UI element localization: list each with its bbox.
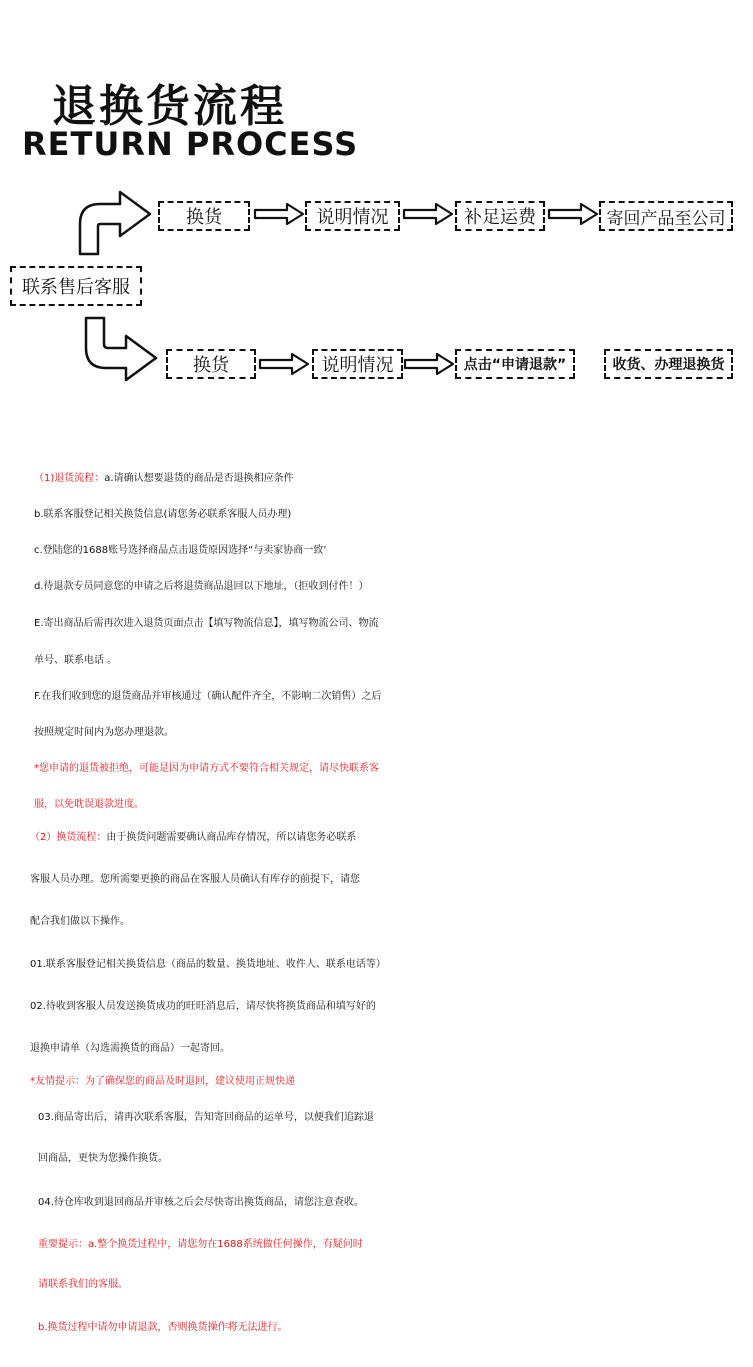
bent-arrow-up-right (80, 192, 150, 254)
exchange-step-04: 04.待仓库收到退回商品并审核之后会尽快寄出换货商品，请您注意查收。 (38, 1197, 364, 1208)
flow-top-step-2: 说明情况 (305, 201, 400, 231)
friendly-tip: *友情提示：为了确保您的商品及时退回，建议使用正规快递 (30, 1076, 295, 1087)
flow-bottom-step-3: 点击“申请退款” (455, 349, 575, 379)
exchange-step-02-line2: 退换申请单（勾选需换货的商品）一起寄回。 (30, 1043, 230, 1054)
flow-top-step-1: 换货 (158, 201, 250, 231)
return-step-a: a.请确认想要退货的商品是否退换相应条件 (104, 473, 294, 484)
exchange-intro-line2: 客服人员办理。您所需要更换的商品在客服人员确认有库存的前提下，请您 (30, 874, 360, 885)
exchange-intro-line1: 由于换货问题需要确认商品库存情况，所以请您务必联系 (106, 832, 357, 843)
return-step-b: b.联系客服登记相关换货信息(请您务必联系客服人员办理) (34, 509, 292, 520)
flow-arrow (404, 204, 452, 224)
return-section-label: （1)退货流程： (34, 473, 105, 484)
return-step-e-line2: 单号、联系电话 。 (34, 655, 118, 666)
page-title-cn: 退换货流程 (52, 81, 287, 132)
exchange-intro-line3: 配合我们做以下操作。 (30, 916, 130, 927)
exchange-section-heading (30, 826, 753, 850)
return-step-d: d.待退款专员同意您的申请之后将退货商品退回以下地址，（拒收到付件！） (34, 581, 369, 592)
exchange-section-label: （2）换货流程： (30, 832, 107, 843)
return-step-c: c.登陆您的1688账号选择商品点击退货原因选择“与卖家协商一致’ (34, 545, 327, 556)
flow-arrow (549, 204, 597, 224)
flow-arrow (255, 204, 303, 224)
return-warning-line2: 服，以免耽误退款进度。 (34, 799, 144, 810)
return-step-f-line1: F.在我们收到您的退货商品并审核通过（确认配件齐全，不影响二次销售）之后 (34, 691, 382, 702)
important-tip-line2: 请联系我们的客服。 (38, 1279, 128, 1290)
page-title-en: RETURN PROCESS (22, 125, 359, 163)
return-step-e-line1: E.寄出商品后需再次进入退货页面点击【填写物流信息】，填写物流公司、物流 (34, 618, 379, 629)
return-step-f-line2: 按照规定时间内为您办理退款。 (34, 727, 174, 738)
flow-start-box: 联系售后客服 (10, 266, 142, 306)
flow-arrow (405, 354, 453, 374)
bent-arrow-down-right (86, 318, 156, 380)
exchange-step-03-line2: 回商品，更快为您操作换货。 (38, 1153, 168, 1164)
flow-top-step-4: 寄回产品至公司 (599, 201, 733, 231)
exchange-step-01: 01.联系客服登记相关换货信息（商品的数量、换货地址、收件人、联系电话等） (30, 959, 386, 970)
important-tip-line3: b.换货过程中请勿申请退款，否则换货操作将无法进行。 (38, 1322, 288, 1333)
flow-bottom-step-4: 收货、办理退换货 (604, 349, 733, 379)
flow-arrow (260, 354, 308, 374)
important-tip-line1: 重要提示：a.整个换货过程中，请您勿在1688系统做任何操作，有疑问时 (38, 1239, 363, 1250)
exchange-step-02-line1: 02.待收到客服人员发送换货成功的旺旺消息后，请尽快将换货商品和填写好的 (30, 1001, 376, 1012)
return-warning-line1: *您申请的退货被拒绝，可能是因为申请方式不要符合相关规定，请尽快联系客 (34, 763, 379, 774)
flow-bottom-step-1: 换货 (166, 349, 256, 379)
exchange-step-03-line1: 03.商品寄出后，请再次联系客服，告知寄回商品的运单号，以便我们追踪退 (38, 1112, 374, 1123)
flow-top-step-3: 补足运费 (455, 201, 545, 231)
flow-bottom-step-2: 说明情况 (312, 349, 403, 379)
return-section-heading (34, 467, 753, 491)
